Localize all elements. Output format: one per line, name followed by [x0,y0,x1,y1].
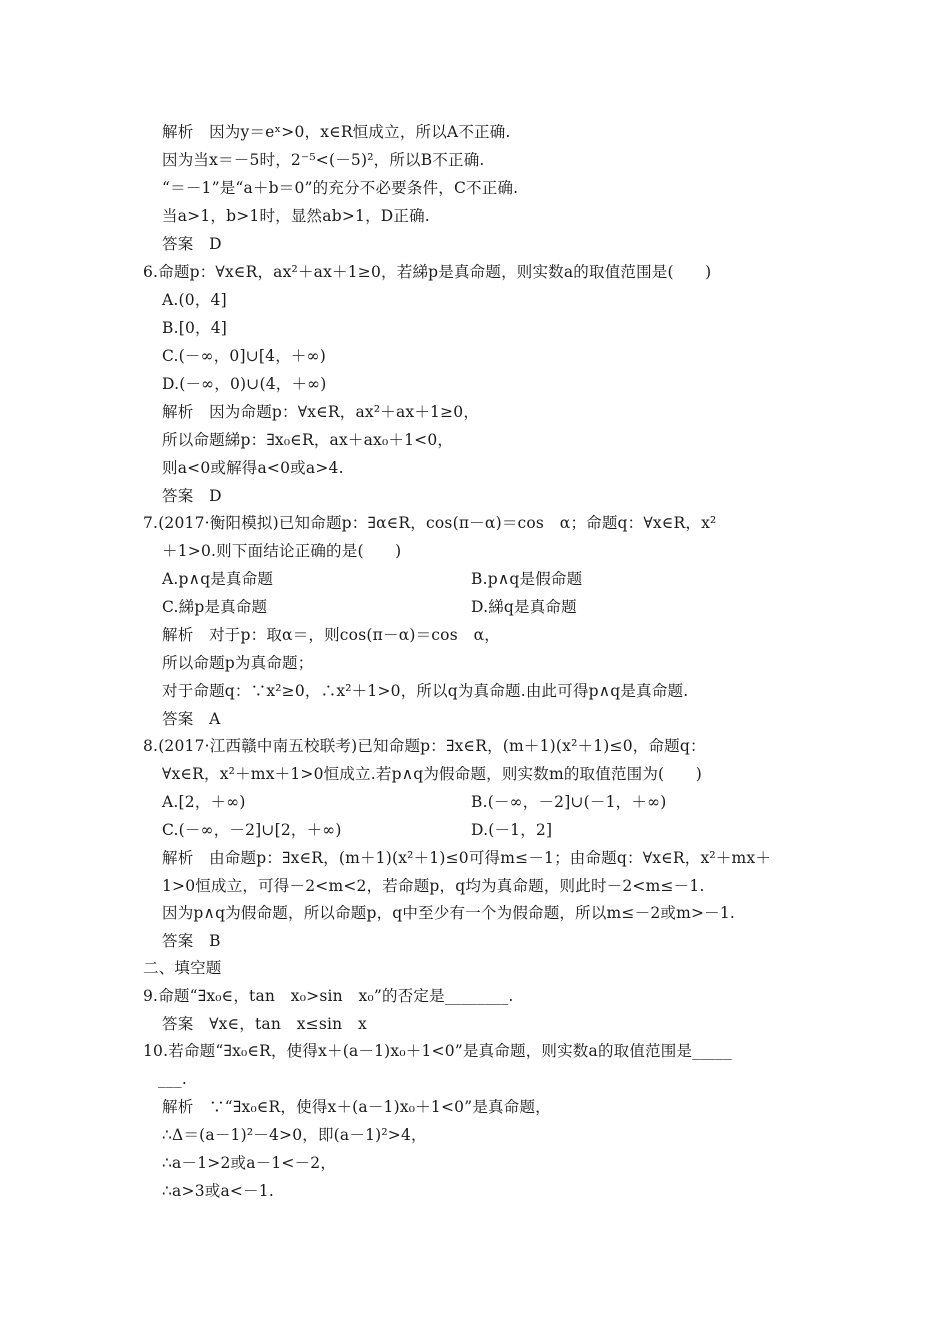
q10-analysis-line-4: ∴a>3或a<－1. [162,1182,274,1200]
q7-answer: 答案 A [162,710,221,728]
q5-analysis-line-4: 当a>1，b>1时，显然ab>1，D正确. [162,207,430,225]
q5-analysis-line-2: 因为当x＝－5时，2⁻⁵<(－5)²，所以B不正确. [162,151,485,169]
q6-answer: 答案 D [162,487,222,505]
q8-analysis-line-2: 1>0恒成立，可得－2<m<2，若命题p，q均为真命题，则此时－2<m≤－1. [162,877,705,895]
q8-option-c: C.(－∞，－2]∪[2，＋∞) [162,821,342,839]
q7-option-b: B.p∧q是假命题 [471,570,583,588]
q7-analysis-line-3: 对于命题q：∵x²≥0，∴x²＋1>0，所以q为真命题.由此可得p∧q是真命题. [162,682,689,700]
q8-stem-line-1: 8.(2017·江西赣中南五校联考)已知命题p：∃x∈R，(m＋1)(x²＋1)≤0，命题q： [143,737,706,755]
q6-analysis-line-2: 所以命题綈p：∃x₀∈R，ax＋ax₀＋1<0， [162,431,454,449]
q7-stem-line-2: ＋1>0.则下面结论正确的是( ) [162,542,402,560]
q9-stem: 9.命题“∃x₀∈，tan x₀>sin x₀”的否定是________. [143,987,514,1005]
q7-option-c: C.綈p是真命题 [162,598,268,616]
q10-stem-line-1: 10.若命题“∃x₀∈R，使得x＋(a－1)x₀＋1<0”是真命题，则实数a的取值范围是_____ [143,1042,732,1060]
q6-option-a: A.(0，4] [162,291,227,309]
q7-option-a: A.p∧q是真命题 [162,570,274,588]
q7-option-d: D.綈q是真命题 [471,598,577,616]
q7-analysis-line-1: 解析 对于p：取α＝，则cos(π－α)＝cos α， [162,626,500,644]
q10-stem-line-2: ___. [158,1070,187,1088]
q8-analysis-line-3: 因为p∧q为假命题，所以命题p，q中至少有一个为假命题，所以m≤－2或m>－1. [162,904,736,922]
q6-stem: 6.命题p：∀x∈R，ax²＋ax＋1≥0，若綈p是真命题，则实数a的取值范围是( ) [143,263,712,281]
q5-analysis-line-3: “＝－1”是“a＋b＝0”的充分不必要条件，C不正确. [162,179,519,197]
q8-option-b: B.(－∞，－2]∪(－1，＋∞) [471,793,667,811]
q5-answer: 答案 D [162,235,222,253]
q8-analysis-line-1: 解析 由命题p：∃x∈R，(m＋1)(x²＋1)≤0可得m≤－1；由命题q：∀x∈R，x²＋mx＋ [162,849,772,867]
q8-option-a: A.[2，＋∞) [162,793,246,811]
q6-analysis-line-1: 解析 因为命题p：∀x∈R，ax²＋ax＋1≥0， [162,403,480,421]
q10-analysis-line-3: ∴a－1>2或a－1<－2， [162,1154,337,1172]
q6-option-d: D.(－∞，0)∪(4，＋∞) [162,375,327,393]
q7-analysis-line-2: 所以命题p为真命题； [162,654,314,672]
q6-option-b: B.[0，4] [162,319,228,337]
q5-analysis-line-1: 解析 因为y＝eˣ>0，x∈R恒成立，所以A不正确. [162,123,511,141]
q9-answer: 答案 ∀x∈，tan x≤sin x [162,1015,367,1033]
q10-analysis-line-2: ∴Δ＝(a－1)²－4>0，即(a－1)²>4， [162,1126,427,1144]
q8-option-d: D.(－1，2] [471,821,553,839]
q8-stem-line-2: ∀x∈R，x²＋mx＋1>0恒成立.若p∧q为假命题，则实数m的取值范围为( ) [162,765,702,783]
q10-analysis-line-1: 解析 ∵“∃x₀∈R，使得x＋(a－1)x₀＋1<0”是真命题， [162,1098,551,1116]
section-heading-fill-in: 二、填空题 [143,959,222,977]
q8-answer: 答案 B [162,932,221,950]
q6-option-c: C.(－∞，0]∪[4，＋∞) [162,347,326,365]
q7-stem-line-1: 7.(2017·衡阳模拟)已知命题p：∃α∈R，cos(π－α)＝cos α；命题q：∀x∈R，x² [143,514,717,532]
q6-analysis-line-3: 则a<0或解得a<0或a>4. [162,459,344,477]
